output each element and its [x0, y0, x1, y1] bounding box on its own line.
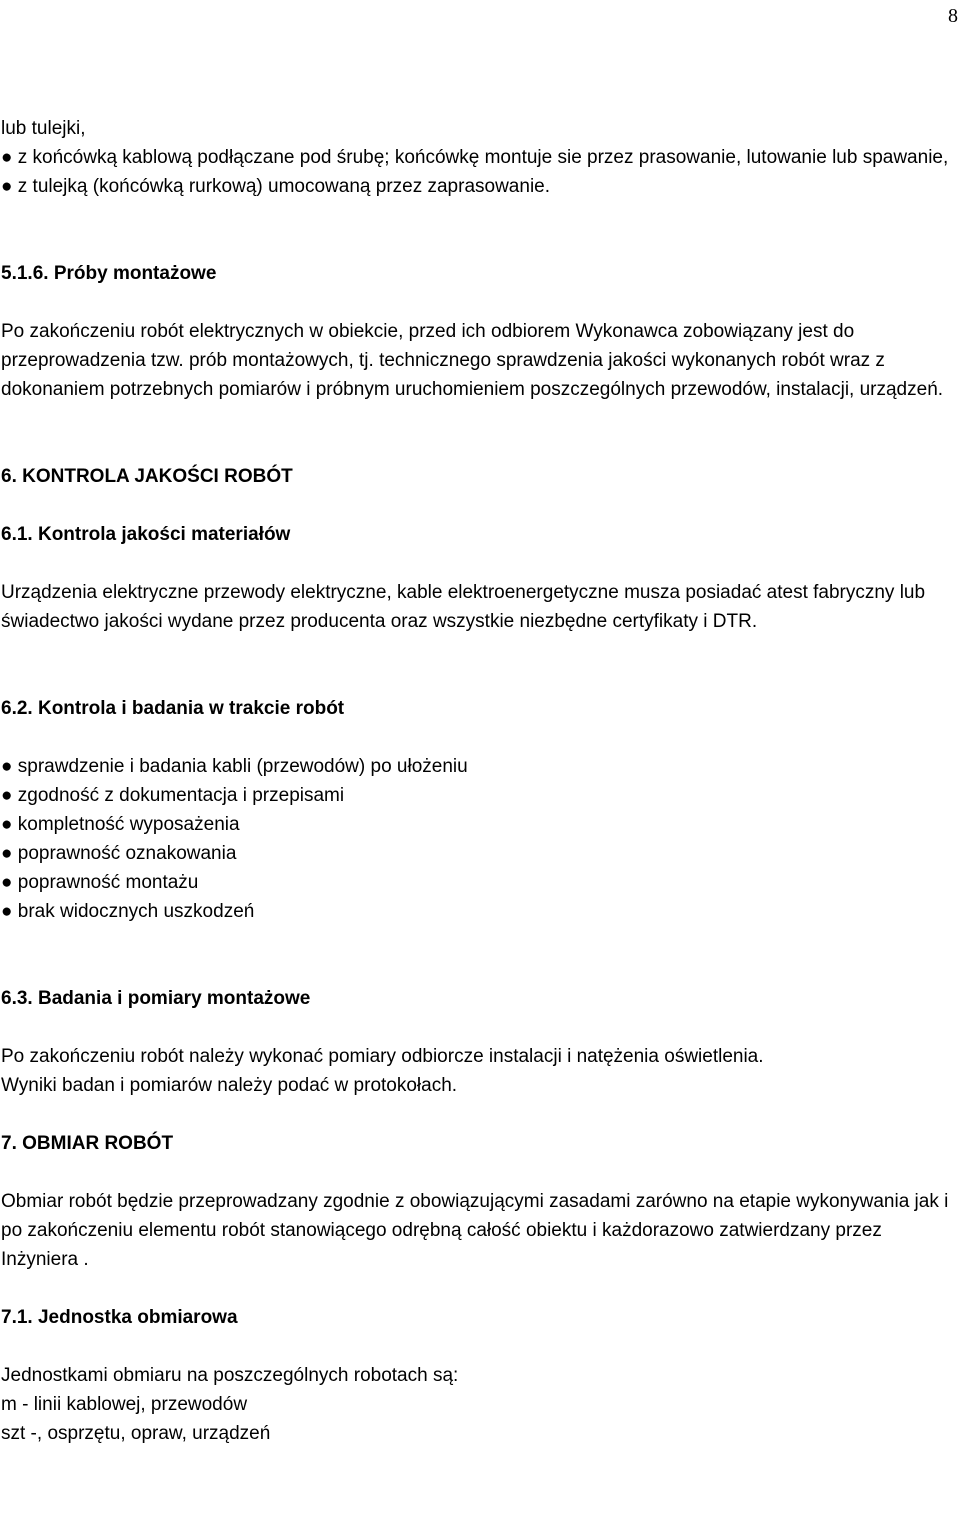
list-item: ● poprawność montażu	[1, 868, 959, 897]
section-heading-7: 7. OBMIAR ROBÓT	[1, 1133, 174, 1154]
section-heading-6-2: 6.2. Kontrola i badania w trakcie robót	[1, 698, 345, 719]
section-heading-5-1-6: 5.1.6. Próby montażowe	[1, 263, 217, 284]
control-checklist	[1, 752, 959, 926]
section-text-7-1-line3: szt -, osprzętu, opraw, urządzeń	[1, 1423, 271, 1444]
section-text-7-1-line2: m - linii kablowej, przewodów	[1, 1394, 248, 1415]
section-text-7-1-line1: Jednostkami obmiaru na poszczególnych robotach są:	[1, 1365, 459, 1386]
section-text-7: Obmiar robót będzie przeprowadzany zgodnie z obowiązującymi zasadami zarówno na etapie wykonywania jak i po zakończeniu elementu robót stanowiącego odrębną całość obiektu i każdorazowo zatwierdzany przez Inżyniera .	[1, 1191, 949, 1270]
section-heading-6: 6. KONTROLA JAKOŚCI ROBÓT	[1, 466, 293, 487]
page-number: 8	[948, 5, 958, 27]
section-text-5-1-6: Po zakończeniu robót elektrycznych w obiekcie, przed ich odbiorem Wykonawca zobowiązany jest do przeprowadzenia tzw. prób montażowych, tj. technicznego sprawdzenia jakości wykonanych robót wraz z dokonaniem potrzebnych pomiarów i próbnym uruchomieniem poszczególnych przewodów, instalacji, urządzeń.	[1, 321, 944, 400]
intro-bullet-list	[1, 143, 959, 201]
list-item: ● z tulejką (końcówką rurkową) umocowaną przez zaprasowanie.	[1, 172, 959, 201]
document-body	[1, 114, 959, 1448]
list-item: ● z końcówką kablową podłączane pod śrubę; końcówkę montuje sie przez prasowanie, lutowanie lub spawanie,	[1, 143, 959, 172]
list-item: ● zgodność z dokumentacja i przepisami	[1, 781, 959, 810]
section-heading-6-1: 6.1. Kontrola jakości materiałów	[1, 524, 291, 545]
intro-line: lub tulejki,	[1, 118, 86, 139]
list-item: ● brak widocznych uszkodzeń	[1, 897, 959, 926]
section-text-6-1: Urządzenia elektryczne przewody elektryczne, kable elektroenergetyczne musza posiadać atest fabryczny lub świadectwo jakości wydane przez producenta oraz wszystkie niezbędne certyfikaty i DTR.	[1, 582, 926, 632]
section-text-6-3-line2: Wyniki badan i pomiarów należy podać w protokołach.	[1, 1075, 458, 1096]
section-heading-7-1: 7.1. Jednostka obmiarowa	[1, 1307, 238, 1328]
list-item: ● kompletność wyposażenia	[1, 810, 959, 839]
section-text-6-3-line1: Po zakończeniu robót należy wykonać pomiary odbiorcze instalacji i natężenia oświetlenia.	[1, 1046, 764, 1067]
list-item: ● sprawdzenie i badania kabli (przewodów) po ułożeniu	[1, 752, 959, 781]
list-item: ● poprawność oznakowania	[1, 839, 959, 868]
section-heading-6-3: 6.3. Badania i pomiary montażowe	[1, 988, 311, 1009]
